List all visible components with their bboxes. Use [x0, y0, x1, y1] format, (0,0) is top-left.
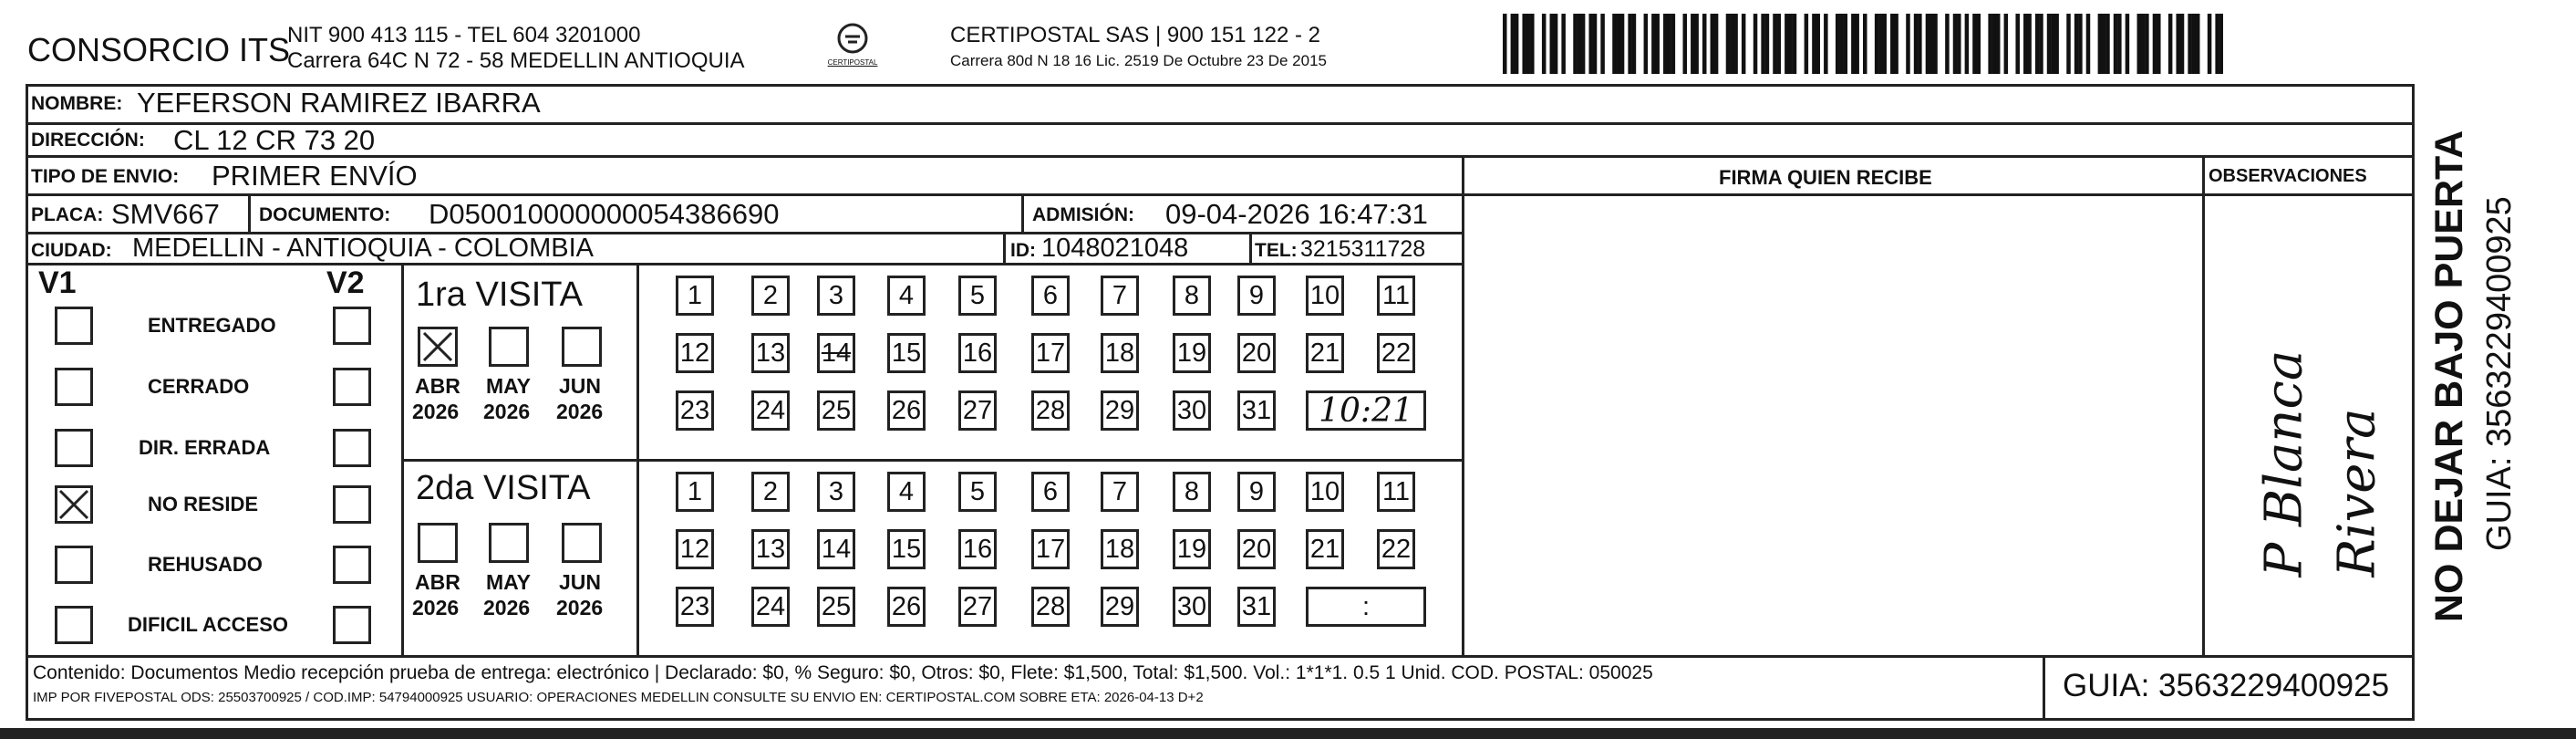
carrier-name: CERTIPOSTAL SAS | 900 151 122 - 2	[950, 23, 1320, 47]
footer-contenido: Contenido: Documentos Medio recepción prueba de entrega: electrónico | Declarado: $0, % Seguro: $0, Otros: $0, Flete: $1,500, Total: $1,500. Vol.: 1*1*1. 0.5 1 Unid. COD. POSTAL: 050025	[33, 662, 1653, 683]
day-box[interactable]: 5	[958, 276, 997, 316]
day-box[interactable]: 9	[1237, 472, 1276, 512]
certipostal-logo	[825, 20, 880, 73]
bottom-edge	[0, 728, 2576, 739]
barcode-bar	[1620, 14, 1625, 74]
placa-label: PLACA:	[31, 204, 104, 225]
year-label: 2026	[556, 596, 604, 619]
day-box[interactable]: 16	[958, 333, 997, 373]
barcode-bar	[1726, 14, 1731, 74]
day-box[interactable]: 25	[817, 390, 855, 431]
id-label: ID:	[1010, 240, 1036, 261]
barcode	[1503, 14, 2223, 74]
documento-label: DOCUMENTO:	[259, 204, 391, 225]
day-box[interactable]: 5	[958, 472, 997, 512]
barcode-bar	[1730, 14, 1734, 74]
direccion-value: CL 12 CR 73 20	[173, 124, 376, 156]
barcode-bar	[1992, 14, 1997, 74]
footer-guia: GUIA: 3563229400925	[2063, 668, 2390, 703]
barcode-bar	[1526, 14, 1531, 74]
day-box[interactable]: 23	[676, 390, 714, 431]
barcode-bar	[2137, 14, 2142, 74]
nombre-label: NOMBRE:	[31, 93, 123, 114]
barcode-bar	[1651, 14, 1656, 74]
status-label: DIR. ERRADA	[139, 436, 271, 459]
barcode-bar	[1694, 14, 1699, 74]
status-label: ENTREGADO	[148, 314, 276, 337]
barcode-bar	[1894, 14, 1898, 74]
day-box[interactable]: 4	[887, 276, 926, 316]
barcode-bar	[1554, 14, 1558, 74]
day-box[interactable]: 3	[817, 472, 855, 512]
admision-label: ADMISIÓN:	[1032, 204, 1134, 225]
barcode-bar	[1890, 14, 1895, 74]
barcode-bar	[1836, 14, 1840, 74]
v1-label: V1	[38, 265, 77, 300]
barcode-bar	[2141, 14, 2146, 74]
barcode-bar	[2176, 14, 2180, 74]
barcode-bar	[2117, 14, 2122, 74]
day-box[interactable]: 14	[817, 529, 855, 569]
time-box[interactable]: 10:21	[1306, 390, 1426, 431]
status-v2-checkbox[interactable]	[333, 606, 371, 644]
status-label: CERRADO	[148, 375, 250, 398]
barcode-bar	[2023, 14, 2028, 74]
barcode-bar	[1711, 14, 1715, 74]
day-box[interactable]: 22	[1377, 333, 1415, 373]
day-box[interactable]: 21	[1306, 529, 1344, 569]
ciudad-value: MEDELLIN - ANTIOQUIA - COLOMBIA	[132, 234, 594, 263]
month-checkbox[interactable]	[562, 327, 602, 367]
barcode-bar	[1644, 14, 1649, 74]
barcode-bar	[1777, 14, 1782, 74]
barcode-bar	[1863, 14, 1867, 74]
day-box[interactable]: 15	[887, 333, 926, 373]
day-box[interactable]: 12	[676, 529, 714, 569]
barcode-bar	[1906, 14, 1910, 74]
barcode-bar	[2215, 14, 2219, 74]
id-value: 1048021048	[1041, 234, 1189, 263]
barcode-bar	[1933, 14, 1938, 74]
status-label: DIFICIL ACCESO	[128, 613, 289, 636]
day-box[interactable]: 20	[1237, 529, 1276, 569]
ciudad-label: CIUDAD:	[31, 240, 112, 261]
status-v2-checkbox[interactable]	[333, 546, 371, 584]
barcode-bar	[1812, 14, 1816, 74]
day-box[interactable]: 2	[751, 472, 790, 512]
footer-imp: IMP POR FIVEPOSTAL ODS: 25503700925 / COD.IMP: 54794000925 USUARIO: OPERACIONES MEDELLIN CONSULTE SU ENVIO EN: CERTIPOSTAL.COM SOBRE ETA: 2026-04-13 D+2	[33, 690, 1204, 705]
year-label: 2026	[483, 400, 531, 423]
nombre-value: YEFERSON RAMIREZ IBARRA	[137, 87, 541, 119]
month-checkbox[interactable]	[489, 327, 529, 367]
day-box[interactable]: 25	[817, 587, 855, 627]
day-box[interactable]: 30	[1173, 390, 1211, 431]
day-box[interactable]: 19	[1173, 529, 1211, 569]
barcode-bar	[1754, 14, 1758, 74]
handwritten-observation	[2202, 228, 2412, 655]
handwriting-line-2: Rivera	[2327, 408, 2387, 578]
barcode-bar	[2192, 14, 2197, 74]
barcode-bar	[1578, 14, 1582, 74]
tipo-envio-value: PRIMER ENVÍO	[212, 160, 418, 192]
barcode-bar	[1761, 14, 1765, 74]
status-v2-checkbox[interactable]	[333, 429, 371, 467]
day-box[interactable]: 18	[1101, 529, 1139, 569]
barcode-bar	[1511, 14, 1516, 74]
barcode-bar	[1683, 14, 1688, 74]
day-box[interactable]: 7	[1101, 472, 1139, 512]
month-checkbox[interactable]	[418, 327, 458, 367]
day-box[interactable]: 27	[958, 587, 997, 627]
carrier-address: Carrera 80d N 18 16 Lic. 2519 De Octubre 23 De 2015	[950, 52, 1327, 69]
day-box[interactable]: 22	[1377, 529, 1415, 569]
barcode-bar	[1632, 14, 1637, 74]
placa-value: SMV667	[111, 198, 220, 230]
barcode-bar	[2219, 14, 2223, 74]
barcode-bar	[2157, 14, 2161, 74]
barcode-bar	[2004, 14, 2009, 74]
day-box[interactable]: 17	[1031, 333, 1070, 373]
status-v1-checkbox[interactable]	[55, 606, 93, 644]
barcode-bar	[1600, 14, 1605, 74]
day-box[interactable]: 6	[1031, 276, 1070, 316]
barcode-bar	[1691, 14, 1695, 74]
day-box[interactable]: 30	[1173, 587, 1211, 627]
tel-label: TEL:	[1255, 240, 1298, 261]
side-guia: GUIA: 3563229400925	[2480, 196, 2519, 551]
barcode-bar	[2039, 14, 2043, 74]
day-box[interactable]: 17	[1031, 529, 1070, 569]
day-box[interactable]: 21	[1306, 333, 1344, 373]
month-checkbox[interactable]	[489, 523, 529, 563]
barcode-bar	[1957, 14, 1961, 74]
barcode-bar	[2188, 14, 2192, 74]
status-v1-checkbox[interactable]	[55, 429, 93, 467]
barcode-bar	[1793, 14, 1797, 74]
barcode-bar	[1663, 14, 1668, 74]
barcode-bar	[2066, 14, 2071, 74]
documento-value: D050010000000054386690	[429, 198, 780, 230]
barcode-bar	[2027, 14, 2032, 74]
barcode-bar	[1839, 14, 1844, 74]
barcode-bar	[2054, 14, 2059, 74]
day-box[interactable]: 18	[1101, 333, 1139, 373]
barcode-bar	[1972, 14, 1977, 74]
day-box[interactable]: 14	[817, 333, 855, 373]
day-box[interactable]: 4	[887, 472, 926, 512]
barcode-bar	[1561, 14, 1566, 74]
day-box[interactable]: 3	[817, 276, 855, 316]
direccion-label: DIRECCIÓN:	[31, 130, 145, 151]
barcode-bar	[2208, 14, 2212, 74]
logo-text: CERTIPOSTAL	[827, 58, 878, 67]
day-box[interactable]: 29	[1101, 390, 1139, 431]
barcode-bar	[2078, 14, 2083, 74]
day-box[interactable]: 15	[887, 529, 926, 569]
status-v1-checkbox[interactable]	[55, 485, 93, 524]
day-box[interactable]: 28	[1031, 587, 1070, 627]
month-label: MAY	[486, 374, 531, 398]
day-box[interactable]: 28	[1031, 390, 1070, 431]
barcode-bar	[1581, 14, 1586, 74]
month-checkbox[interactable]	[418, 523, 458, 563]
barcode-bar	[1550, 14, 1555, 74]
barcode-bar	[1851, 14, 1856, 74]
barcode-bar	[2051, 14, 2055, 74]
barcode-bar	[2098, 14, 2103, 74]
barcode-bar	[1926, 14, 1930, 74]
status-v2-checkbox[interactable]	[333, 368, 371, 406]
barcode-bar	[1816, 14, 1820, 74]
barcode-bar	[2196, 14, 2200, 74]
barcode-bar	[2102, 14, 2106, 74]
status-v2-checkbox[interactable]	[333, 307, 371, 345]
tipo-envio-label: TIPO DE ENVIO:	[31, 166, 180, 187]
month-checkbox[interactable]	[562, 523, 602, 563]
day-box[interactable]: 31	[1237, 587, 1276, 627]
barcode-bar	[1929, 14, 1934, 74]
barcode-bar	[2086, 14, 2091, 74]
day-box[interactable]: 16	[958, 529, 997, 569]
barcode-bar	[1996, 14, 2001, 74]
day-box[interactable]: 7	[1101, 276, 1139, 316]
status-v1-checkbox[interactable]	[55, 546, 93, 584]
month-label: MAY	[486, 570, 531, 594]
barcode-bar	[1733, 14, 1738, 74]
barcode-bar	[2126, 14, 2130, 74]
barcode-bar	[1875, 14, 1879, 74]
barcode-bar	[1628, 14, 1632, 74]
firma-label: FIRMA QUIEN RECIBE	[1719, 166, 1932, 189]
barcode-bar	[1714, 14, 1719, 74]
v2-label: V2	[326, 265, 365, 300]
day-box[interactable]: 27	[958, 390, 997, 431]
day-box[interactable]: 26	[887, 587, 926, 627]
barcode-bar	[1953, 14, 1958, 74]
month-label: ABR	[415, 570, 460, 594]
day-box[interactable]: 6	[1031, 472, 1070, 512]
barcode-bar	[1588, 14, 1593, 74]
barcode-bar	[2105, 14, 2110, 74]
barcode-bar	[1765, 14, 1770, 74]
barcode-bar	[1824, 14, 1828, 74]
year-label: 2026	[412, 400, 460, 423]
barcode-bar	[2035, 14, 2040, 74]
barcode-bar	[1805, 14, 1809, 74]
barcode-bar	[1702, 14, 1707, 74]
barcode-bar	[1671, 14, 1676, 74]
barcode-bar	[1773, 14, 1777, 74]
status-v1-checkbox[interactable]	[55, 307, 93, 345]
month-label: JUN	[559, 570, 602, 594]
barcode-bar	[1515, 14, 1519, 74]
barcode-bar	[1612, 14, 1617, 74]
year-label: 2026	[556, 400, 604, 423]
company-address: Carrera 64C N 72 - 58 MEDELLIN ANTIOQUIA	[287, 48, 745, 73]
day-box[interactable]: 12	[676, 333, 714, 373]
barcode-bar	[2015, 14, 2020, 74]
admision-value: 09-04-2026 16:47:31	[1165, 198, 1428, 230]
month-label: ABR	[415, 374, 460, 398]
barcode-bar	[1977, 14, 1981, 74]
barcode-bar	[1855, 14, 1859, 74]
barcode-bar	[1503, 14, 1507, 74]
side-warning: NO DEJAR BAJO PUERTA	[2427, 130, 2471, 622]
barcode-bar	[1844, 14, 1848, 74]
status-label: REHUSADO	[148, 553, 263, 576]
status-v1-checkbox[interactable]	[55, 368, 93, 406]
day-box[interactable]: 11	[1377, 276, 1415, 316]
barcode-bar	[2114, 14, 2118, 74]
barcode-bar	[1988, 14, 1992, 74]
barcode-bar	[1785, 14, 1789, 74]
company-nit: NIT 900 413 115 - TEL 604 3201000	[287, 23, 641, 47]
day-box[interactable]: 10	[1306, 276, 1344, 316]
tel-value: 3215311728	[1300, 236, 1426, 262]
barcode-bar	[1522, 14, 1526, 74]
barcode-bar	[2180, 14, 2185, 74]
day-box[interactable]: 1	[676, 472, 714, 512]
month-label: JUN	[559, 374, 602, 398]
barcode-bar	[2153, 14, 2157, 74]
barcode-bar	[1788, 14, 1793, 74]
barcode-bar	[2168, 14, 2173, 74]
barcode-bar	[1965, 14, 1970, 74]
day-box[interactable]: 19	[1173, 333, 1211, 373]
day-box[interactable]: 2	[751, 276, 790, 316]
handwriting-line-1: P Blanca	[2254, 349, 2314, 578]
status-label: NO RESIDE	[148, 493, 259, 515]
observaciones-label: OBSERVACIONES	[2209, 166, 2367, 186]
barcode-bar	[1918, 14, 1922, 74]
barcode-bar	[1593, 14, 1598, 74]
year-label: 2026	[483, 596, 531, 619]
day-box[interactable]: 24	[751, 390, 790, 431]
status-v2-checkbox[interactable]	[333, 485, 371, 524]
day-box[interactable]: 26	[887, 390, 926, 431]
barcode-bar	[2047, 14, 2052, 74]
day-box[interactable]: 23	[676, 587, 714, 627]
barcode-bar	[1742, 14, 1746, 74]
barcode-bar	[2074, 14, 2079, 74]
day-box[interactable]: 8	[1173, 472, 1211, 512]
year-label: 2026	[412, 596, 460, 619]
barcode-bar	[1878, 14, 1883, 74]
barcode-bar	[1573, 14, 1578, 74]
day-box[interactable]: 1	[676, 276, 714, 316]
company-name: CONSORCIO ITS	[27, 31, 291, 68]
day-box[interactable]: 20	[1237, 333, 1276, 373]
barcode-bar	[1914, 14, 1919, 74]
barcode-bar	[1542, 14, 1547, 74]
barcode-bar	[1882, 14, 1887, 74]
visit1-title: 1ra VISITA	[416, 276, 584, 314]
visit2-title: 2da VISITA	[416, 469, 591, 507]
day-box[interactable]: 29	[1101, 587, 1139, 627]
barcode-bar	[2145, 14, 2149, 74]
barcode-bar	[1530, 14, 1535, 74]
day-box[interactable]: 31	[1237, 390, 1276, 431]
day-box[interactable]: 13	[751, 333, 790, 373]
day-box[interactable]: 10	[1306, 472, 1344, 512]
day-box[interactable]: 8	[1173, 276, 1211, 316]
barcode-bar	[1667, 14, 1671, 74]
barcode-bar	[1617, 14, 1621, 74]
day-box[interactable]: 13	[751, 529, 790, 569]
barcode-bar	[1945, 14, 1950, 74]
day-box[interactable]: 11	[1377, 472, 1415, 512]
time-box[interactable]: :	[1306, 587, 1426, 627]
day-box[interactable]: 24	[751, 587, 790, 627]
day-box[interactable]: 9	[1237, 276, 1276, 316]
barcode-bar	[1655, 14, 1660, 74]
